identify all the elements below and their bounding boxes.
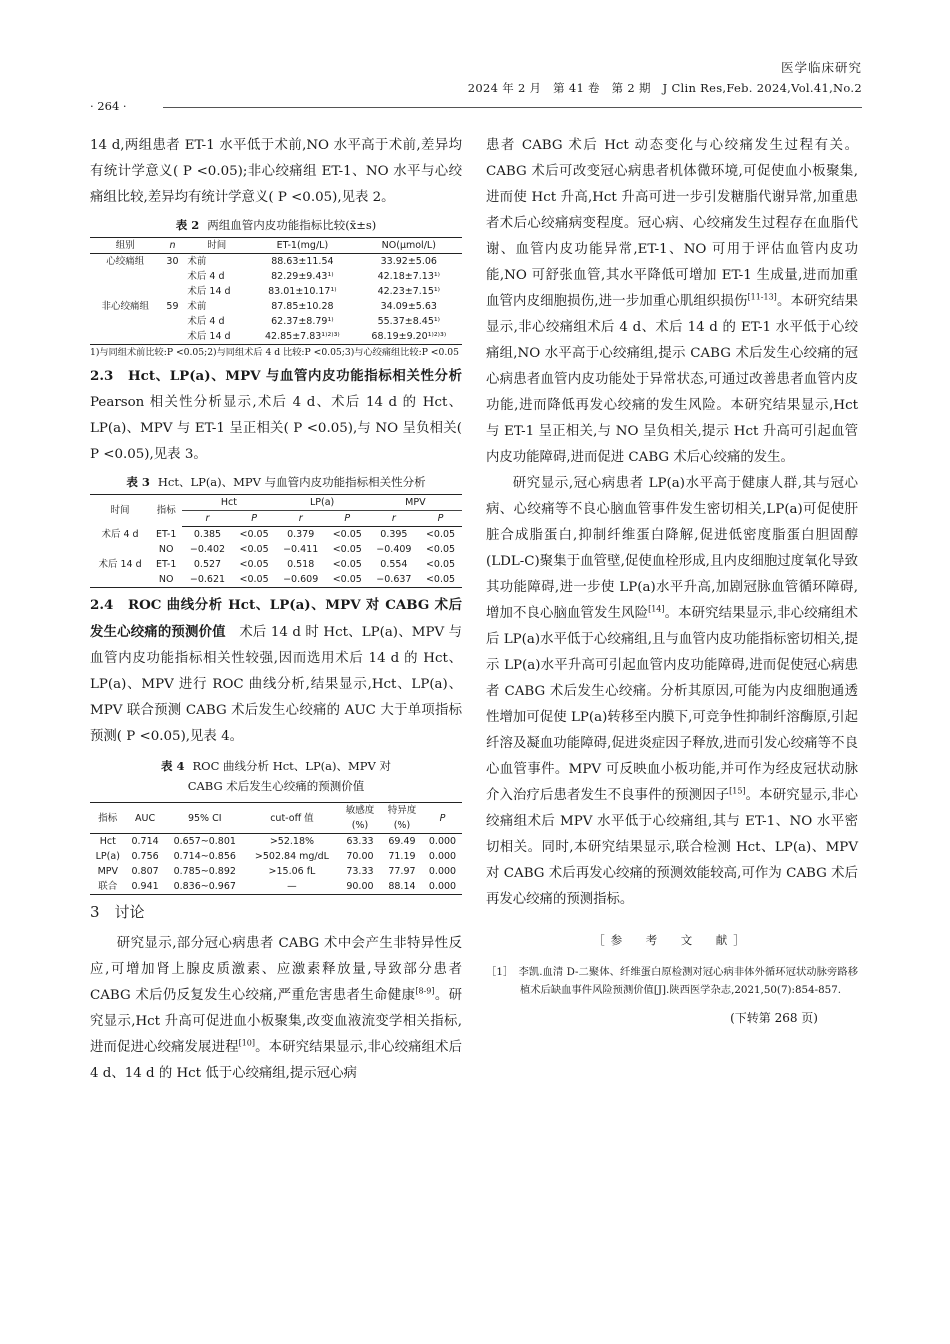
table3-cell: −0.637 xyxy=(369,572,419,588)
table3-cell: 0.385 xyxy=(193,529,222,540)
citation: [11-13] xyxy=(747,292,777,302)
table2-header: 组别 xyxy=(90,238,161,254)
table3-cell: <0.05 xyxy=(332,559,362,570)
table2-cell xyxy=(90,269,161,284)
table3-header: MPV xyxy=(369,495,462,511)
table3-cell: 0.518 xyxy=(287,559,315,570)
table4-cell: Hct xyxy=(99,836,116,847)
table2-header: ET-1(mg/L) xyxy=(249,238,355,254)
table4-cell: >502.84 mg/dL xyxy=(254,851,329,862)
table2-cell: 55.37±8.45¹⁾ xyxy=(377,316,441,327)
table4-cell: 0.000 xyxy=(423,879,462,895)
table3-row xyxy=(90,557,462,572)
table2-cell xyxy=(90,314,161,329)
table3-cell: −0.609 xyxy=(276,572,326,588)
table3-cell: <0.05 xyxy=(332,544,362,555)
table3-cell: −0.621 xyxy=(182,572,232,588)
table3-header: Hct xyxy=(182,495,275,511)
table3-row xyxy=(90,572,462,588)
table3-subheader: P xyxy=(233,511,276,527)
table2-cell: 88.63±11.54 xyxy=(271,256,334,267)
table4-cell: 0.807 xyxy=(131,866,159,877)
table3-cell xyxy=(90,572,150,588)
table2-header: NO(μmol/L) xyxy=(356,238,462,254)
table2-cell: 心绞痛组 xyxy=(106,256,145,267)
table4-cell: — xyxy=(245,879,339,895)
table3-cell: <0.05 xyxy=(332,529,362,540)
table3-subheader: r xyxy=(276,511,326,527)
table3-cell: −0.409 xyxy=(376,544,412,555)
page-number: · 264 · xyxy=(90,99,127,113)
table4-title-line2: CABG 术后发生心绞痛的预测价值 xyxy=(187,779,365,793)
citation: [10] xyxy=(238,1038,256,1048)
table2-cell xyxy=(161,284,185,299)
table2-header-row xyxy=(90,238,462,254)
table3-subheader: P xyxy=(326,511,369,527)
table2-cell xyxy=(161,329,185,345)
table4-header: 指标 xyxy=(90,803,126,834)
table2-header: n xyxy=(161,238,185,254)
section-2-4-body: 术后 14 d 时 Hct、LP(a)、MPV 与血管内皮功能指标相关性较强,因而选用术后 14 d 的 Hct、LP(a)、MPV 进行 ROC 曲线分析,结果显示,Hct、LP(a)、MPV 联合预测 CABG 术后发生心绞痛的 AUC 大于单项指标预测( P <0.05),见表 4。 xyxy=(90,625,463,744)
table2-cell: 87.85±10.28 xyxy=(271,301,334,312)
table3-cell: <0.05 xyxy=(419,572,462,588)
reference-item: ［1］ 李凯.血清 D-二聚体、纤维蛋白原检测对冠心病非体外循环冠状动脉旁路移植术后缺血事件风险预测价值[J].陕西医学杂志,2021,50(7):854-857. xyxy=(486,966,858,996)
citation: [8-9] xyxy=(415,986,435,996)
table3-header-row xyxy=(90,495,462,511)
table2-cell: 42.85±7.83¹⁾²⁾³⁾ xyxy=(249,329,355,345)
table2-row xyxy=(90,284,462,299)
table3-row xyxy=(90,527,462,543)
section-2-3-title: 2.3 Hct、LP(a)、MPV 与血管内皮功能指标相关性分析 xyxy=(90,368,462,384)
table2-cell: 非心绞痛组 xyxy=(101,301,150,312)
table2-title: 两组血管内皮功能指标比较(x̄±s) xyxy=(207,218,377,232)
table3-cell: <0.05 xyxy=(233,572,276,588)
table2-cell: 33.92±5.06 xyxy=(380,256,437,267)
table2-cell: 83.01±10.17¹⁾ xyxy=(268,286,337,297)
table3-subheader: P xyxy=(419,511,462,527)
table4-row xyxy=(90,879,462,895)
table3-cell: 0.395 xyxy=(380,529,408,540)
table4-cell: 0.714 xyxy=(131,836,159,847)
table2-cell xyxy=(90,329,161,345)
table4-label: 表 4 xyxy=(161,759,185,773)
table2-cell: 62.37±8.79¹⁾ xyxy=(271,316,334,327)
results-paragraph: 14 d,两组患者 ET-1 水平低于术前,NO 水平高于术前,差异均有统计学意义( P <0.05);非心绞痛组 ET-1、NO 水平与心绞痛组比较,差异均有统计学意义( P <0.05),见表 2。 xyxy=(90,138,462,205)
right-column xyxy=(486,133,858,1031)
table4-header: P xyxy=(423,803,462,834)
table4-cell: LP(a) xyxy=(95,851,120,862)
section-2-3 xyxy=(90,363,462,468)
table3-header: 时间 xyxy=(90,495,150,527)
table4-cell: 77.97 xyxy=(388,866,416,877)
table2-cell xyxy=(161,269,185,284)
table4-cell: >15.06 fL xyxy=(268,866,316,877)
table2-caption xyxy=(90,215,462,235)
table2-cell: 30 xyxy=(166,256,179,267)
table2-row xyxy=(90,314,462,329)
table4-title-line1: ROC 曲线分析 Hct、LP(a)、MPV 对 xyxy=(192,759,391,773)
table2-cell: 术前 xyxy=(187,301,207,312)
table3-cell: NO xyxy=(158,544,174,555)
table3-cell: ET-1 xyxy=(156,528,177,540)
table3-cell: <0.05 xyxy=(425,559,456,570)
discussion-paragraph: 研究显示,部分冠心病患者 CABG 术中会产生非特异性反应,可增加肾上腺皮质激素、应激素释放量,导致部分患者 CABG 术后仍反复发生心绞痛,严重危害患者生命健康[8-9]。研究显示,Hct 升高可促进血小板聚集,改变血液流变学相关指标,进而促进心绞痛发展进程[10]。本研究结果显示,非心绞痛组术后 4 d、14 d 的 Hct 低于心绞痛组,提示冠心病 xyxy=(90,936,463,1081)
table3-subheader: r xyxy=(182,511,232,527)
table4-cell: MPV xyxy=(97,866,118,877)
citation: [15] xyxy=(729,786,746,796)
table4-cell: 0.000 xyxy=(428,836,457,847)
table4-cell: 联合 xyxy=(90,879,126,895)
citation: [14] xyxy=(648,604,665,614)
table3-cell: −0.411 xyxy=(283,544,319,555)
continued-note: (下转第 268 页) xyxy=(730,1011,818,1025)
table2-cell: 术后 4 d xyxy=(187,316,225,327)
table2-cell: 42.18±7.13¹⁾ xyxy=(377,271,441,282)
table2-header: 时间 xyxy=(184,238,249,254)
table3-title: Hct、LP(a)、MPV 与血管内皮功能指标相关性分析 xyxy=(157,475,426,489)
table4-cell: >52.18% xyxy=(269,836,315,847)
table3 xyxy=(90,494,462,588)
table3-cell: <0.05 xyxy=(326,572,369,588)
issue-info: 2024 年 2 月 第 41 卷 第 2 期 J Clin Res,Feb. 2024,Vol.41,No.2 xyxy=(467,81,862,95)
table2-cell: 术后 14 d xyxy=(184,329,249,345)
table4-header: cut-off 值 xyxy=(245,803,339,834)
table3-cell: <0.05 xyxy=(425,544,456,555)
table3-cell: NO xyxy=(150,572,182,588)
table3-cell: <0.05 xyxy=(425,529,456,540)
table3-cell: 0.379 xyxy=(287,529,315,540)
table4 xyxy=(90,802,462,895)
table2-cell: 42.23±7.15¹⁾ xyxy=(377,286,441,297)
table4-cell: 0.785~0.892 xyxy=(173,866,236,877)
table3-cell xyxy=(90,542,150,557)
table3-header: LP(a) xyxy=(276,495,369,511)
table3-cell: 0.527 xyxy=(193,559,222,570)
table4-cell: 0.000 xyxy=(428,851,457,862)
table3-cell: ET-1 xyxy=(156,559,177,570)
header-rule xyxy=(163,107,862,108)
table4-cell: 70.00 xyxy=(346,851,374,862)
table4-cell: 90.00 xyxy=(339,879,381,895)
table2-cell: 82.29±9.43¹⁾ xyxy=(271,271,334,282)
table3-cell: <0.05 xyxy=(239,544,269,555)
table3-cell: −0.402 xyxy=(189,544,226,555)
discussion-paragraph: 患者 CABG 术后 Hct 动态变化与心绞痛发生过程有关。CABG 术后可改变冠心病患者机体微环境,可促使血小板聚集,进而使 Hct 升高,Hct 升高可进一步引发糖脂代谢异常,加重患者术后心绞痛病变程度。冠心病、心绞痛发生过程存在血脂代谢、血管内皮功能异常,ET-1、NO 可用于评估血管内皮功能,NO 可舒张血管,其水平降低可增加 ET-1 生成量,进而加重血管内皮细胞损伤,进一步加重心肌组织损伤[11-13]。本研究结果显示,非心绞痛组术后 4 d、术后 14 d 的 ET-1 水平低于心绞痛组,NO 水平高于心绞痛组,提示 CABG 术后发生心绞痛的冠心病患者血管内皮功能处于异常状态,可通过改善患者血管内皮功能,进而降低再发心绞痛的发生风险。本研究结果显示,Hct 与 ET-1 呈正相关,与 NO 呈负相关,提示 Hct 升高可引起血管内皮功能障碍,进而促进 CABG 术后心绞痛的发生。 xyxy=(486,138,858,465)
journal-name: 医学临床研究 xyxy=(780,60,862,75)
table4-header: 95% CI xyxy=(165,803,245,834)
section-3-title: 3 讨论 xyxy=(90,903,145,921)
table4-header: 特异度(%) xyxy=(381,803,423,834)
table3-cell: <0.05 xyxy=(239,559,269,570)
table4-cell: 71.19 xyxy=(388,851,416,862)
table4-row xyxy=(90,849,462,864)
table4-cell: 69.49 xyxy=(388,836,416,847)
table2-row xyxy=(90,269,462,284)
table4-cell: 0.000 xyxy=(428,866,457,877)
table4-cell: 88.14 xyxy=(381,879,423,895)
references-title: ［参 考 文 献］ xyxy=(593,933,751,947)
section-2-4-title: 2.4 ROC 曲线分析 Hct、LP(a)、MPV 对 CABG 术后发生心绞痛的预测价值 xyxy=(90,597,462,640)
table2-cell: 术后 4 d xyxy=(187,271,225,282)
table4-cell: 0.657~0.801 xyxy=(173,836,236,847)
section-2-4 xyxy=(90,592,462,750)
table2-label: 表 2 xyxy=(175,218,200,232)
table2-cell xyxy=(90,284,161,299)
table2-row xyxy=(90,299,462,314)
table2-cell: 术后 14 d xyxy=(187,286,231,297)
table2-cell: 68.19±9.20¹⁾²⁾³⁾ xyxy=(356,329,462,345)
table4-header: AUC xyxy=(126,803,165,834)
table4-cell: 0.941 xyxy=(126,879,165,895)
table2-row xyxy=(90,329,462,345)
table3-subheader: r xyxy=(369,511,419,527)
table4-cell: 0.756 xyxy=(131,851,159,862)
table4-cell: 0.714~0.856 xyxy=(173,851,236,862)
table4-cell: 73.33 xyxy=(346,866,374,877)
table2-cell: 术前 xyxy=(187,256,207,267)
table2-cell: 34.09±5.63 xyxy=(380,301,437,312)
table4-cell: 63.33 xyxy=(346,836,374,847)
table2 xyxy=(90,237,462,345)
table3-cell: 0.554 xyxy=(380,559,408,570)
table3-cell: 术后 4 d xyxy=(101,528,139,540)
table4-row xyxy=(90,864,462,879)
table2-cell: 59 xyxy=(166,301,179,312)
table4-header: 敏感度(%) xyxy=(339,803,381,834)
table3-header: 指标 xyxy=(150,495,182,527)
section-2-3-body: Pearson 相关性分析显示,术后 4 d、术后 14 d 的 Hct、LP(a)、MPV 与 ET-1 呈正相关( P <0.05),与 NO 呈负相关( P <0.05),见表 3。 xyxy=(90,395,462,462)
table4-caption xyxy=(90,756,462,796)
table3-row xyxy=(90,542,462,557)
table3-cell: <0.05 xyxy=(239,529,269,540)
table3-cell: 术后 14 d xyxy=(98,559,142,570)
table4-header-row xyxy=(90,803,462,834)
table2-cell xyxy=(161,314,185,329)
table2-row xyxy=(90,254,462,270)
table4-cell: 0.836~0.967 xyxy=(165,879,245,895)
table3-caption xyxy=(90,472,462,492)
discussion-paragraph: 研究显示,冠心病患者 LP(a)水平高于健康人群,其与冠心病、心绞痛等不良心脑血管事件发生密切相关,LP(a)可促使肝脏合成脂蛋白,抑制纤维蛋白降解,促进低密度脂蛋白胆固醇(LDL-C)聚集于血管壁,促使血栓形成,且内皮细胞过度氧化导致其功能障碍,进一步使 LP(a)水平升高,加剧冠脉血管循环障碍,增加不良心脑血管发生风险[14]。本研究结果显示,非心绞痛组术后 LP(a)水平低于心绞痛组,且与血管内皮功能指标密切相关,提示 LP(a)水平升高可引起血管内皮功能障碍,进而促使冠心病患者 CABG 术后发生心绞痛。分析其原因,可能为内皮细胞通透性增加可促使 LP(a)转移至内膜下,可竞争性抑制纤溶酶原,引起纤溶及凝血功能障碍,促进炎症因子释放,进而引发心绞痛等不良心血管事件。MPV 可反映血小板功能,并可作为经皮冠状动脉介入治疗后患者发生不良事件的预测因子[15]。本研究显示,非心绞痛组术后 MPV 水平低于心绞痛组,其与 ET-1、NO 水平密切相关。同时,本研究结果显示,联合检测 Hct、LP(a)、MPV 对 CABG 术后再发心绞痛的预测效能较高,可作为 CABG 术后再发心绞痛的预测指标。 xyxy=(486,476,858,907)
left-column xyxy=(90,133,462,1087)
table2-note: 1)与同组术前比较:P <0.05;2)与同组术后 4 d 比较:P <0.05;3)与心绞痛组比较:P <0.05 xyxy=(90,347,459,358)
table4-row xyxy=(90,834,462,850)
table3-label: 表 3 xyxy=(126,475,150,489)
